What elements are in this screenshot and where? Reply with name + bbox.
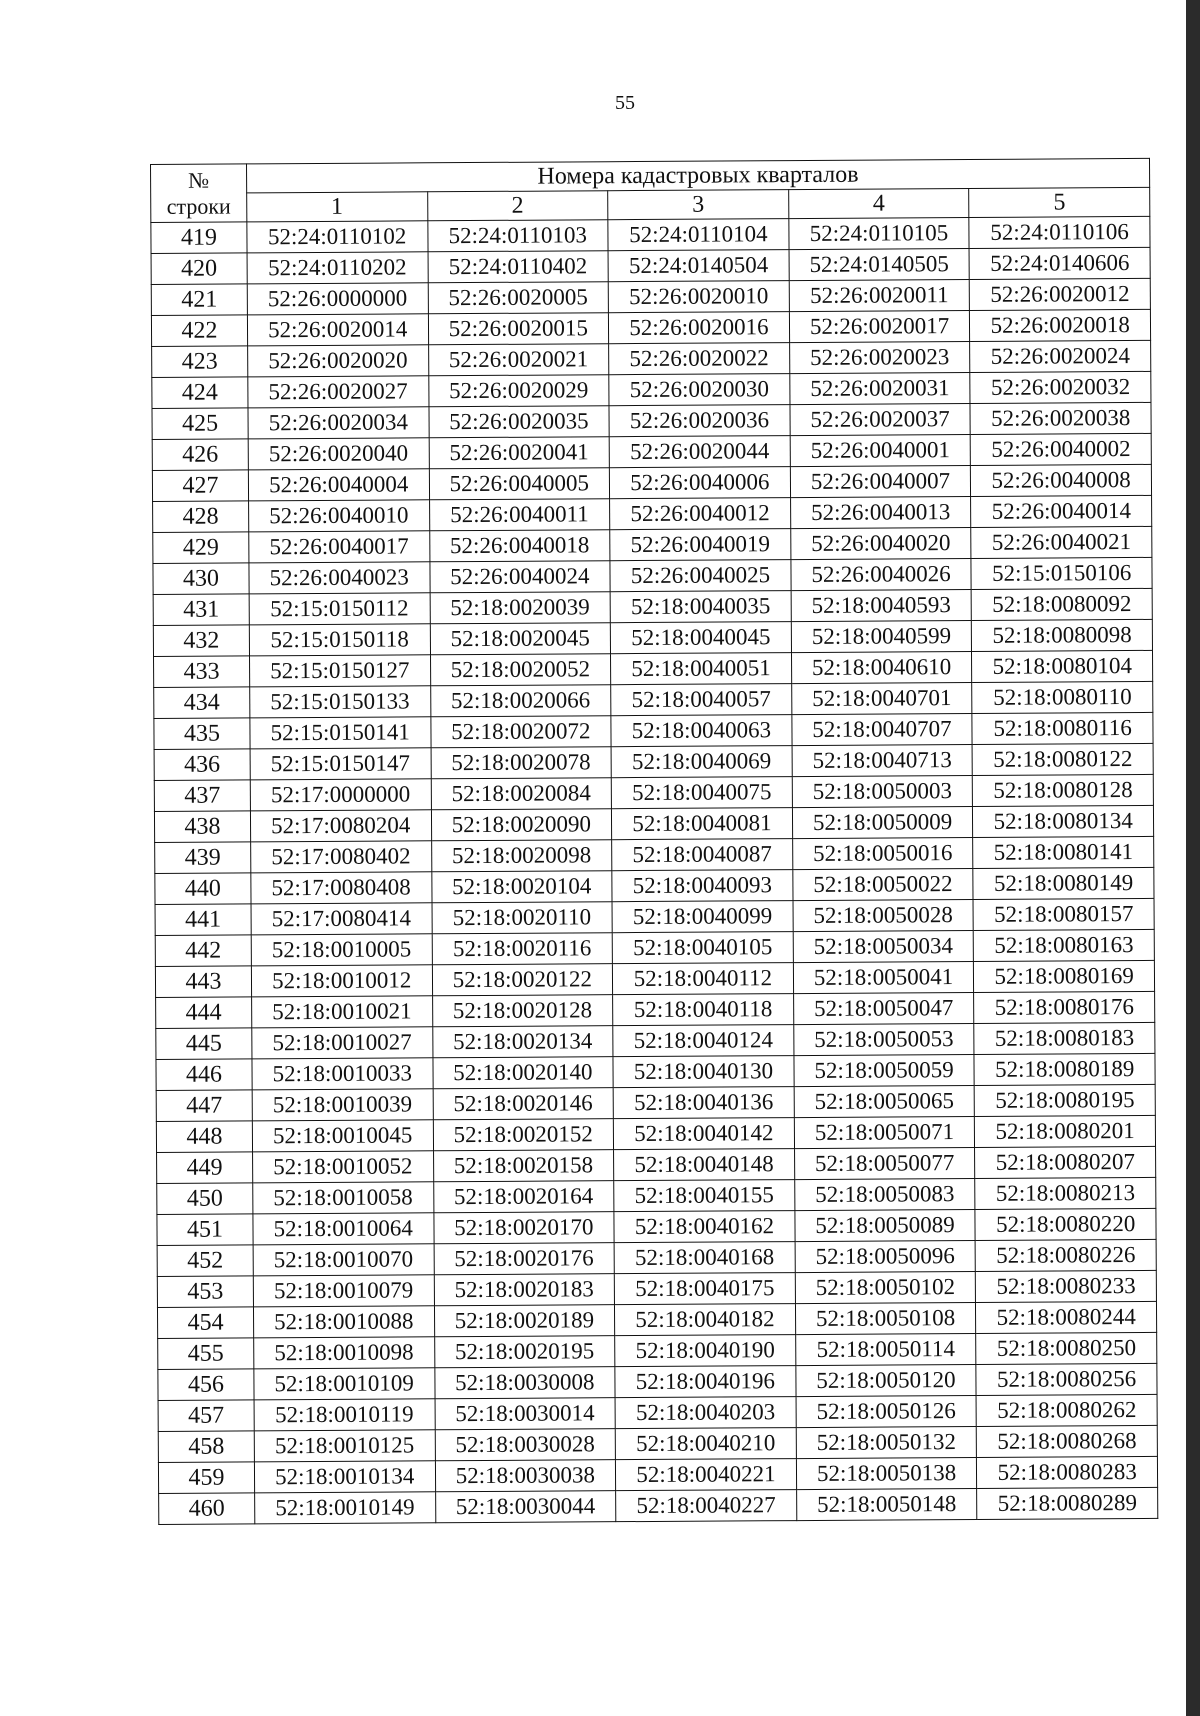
cadastral-number-cell: 52:18:0080226 xyxy=(975,1239,1156,1271)
row-number-cell: 443 xyxy=(155,966,251,998)
page-number: 55 xyxy=(615,92,635,114)
cadastral-number-cell: 52:18:0080244 xyxy=(976,1301,1157,1333)
cadastral-number-cell: 52:26:0020015 xyxy=(428,313,609,345)
cadastral-number-cell: 52:18:0010079 xyxy=(253,1275,434,1307)
cadastral-number-cell: 52:26:0020005 xyxy=(428,282,609,314)
cadastral-number-cell: 52:26:0040004 xyxy=(248,469,429,501)
cadastral-number-cell: 52:18:0050016 xyxy=(792,837,973,869)
cadastral-number-cell: 52:18:0080256 xyxy=(976,1363,1157,1395)
row-number-cell: 423 xyxy=(152,346,248,378)
cadastral-number-cell: 52:15:0150147 xyxy=(250,748,431,780)
scan-edge xyxy=(1186,0,1200,1716)
cadastral-number-cell: 52:18:0040112 xyxy=(613,963,794,995)
cadastral-number-cell: 52:18:0080207 xyxy=(975,1146,1156,1178)
cadastral-number-cell: 52:18:0050077 xyxy=(794,1147,975,1179)
cadastral-number-cell: 52:26:0020011 xyxy=(789,279,970,311)
row-number-cell: 452 xyxy=(157,1245,253,1277)
cadastral-number-cell: 52:26:0020036 xyxy=(609,405,790,437)
cadastral-number-cell: 52:18:0040130 xyxy=(613,1056,794,1088)
cadastral-number-cell: 52:18:0030014 xyxy=(435,1398,616,1430)
cadastral-number-cell: 52:18:0040593 xyxy=(791,589,972,621)
cadastral-number-cell: 52:18:0050102 xyxy=(795,1271,976,1303)
cadastral-number-cell: 52:26:0020010 xyxy=(608,281,789,313)
cadastral-number-cell: 52:18:0040057 xyxy=(611,684,792,716)
row-number-cell: 447 xyxy=(156,1090,252,1122)
row-number-cell: 425 xyxy=(152,408,248,440)
cadastral-number-cell: 52:18:0020078 xyxy=(431,747,612,779)
cadastral-number-cell: 52:26:0020044 xyxy=(609,436,790,468)
cadastral-number-cell: 52:18:0040713 xyxy=(792,744,973,776)
column-header-4: 4 xyxy=(788,188,969,218)
cadastral-number-cell: 52:18:0040175 xyxy=(614,1273,795,1305)
row-number-cell: 455 xyxy=(158,1338,254,1370)
cadastral-number-cell: 52:26:0020022 xyxy=(609,343,790,375)
row-number-cell: 450 xyxy=(157,1183,253,1215)
cadastral-number-cell: 52:18:0010058 xyxy=(253,1182,434,1214)
cadastral-number-cell: 52:18:0040610 xyxy=(791,651,972,683)
cadastral-number-cell: 52:18:0010064 xyxy=(253,1213,434,1245)
cadastral-number-cell: 52:24:0110103 xyxy=(427,220,608,252)
cadastral-number-cell: 52:17:0000000 xyxy=(250,779,431,811)
cadastral-number-cell: 52:24:0110105 xyxy=(789,217,970,249)
cadastral-number-cell: 52:18:0010098 xyxy=(254,1337,435,1369)
table-header xyxy=(151,158,1150,222)
cadastral-number-cell: 52:18:0040196 xyxy=(615,1366,796,1398)
row-number-header-top: № xyxy=(187,167,210,193)
cadastral-number-cell: 52:26:0040024 xyxy=(429,561,610,593)
cadastral-number-cell: 52:26:0020021 xyxy=(428,344,609,376)
cadastral-number-cell: 52:24:0110402 xyxy=(428,251,609,283)
cadastral-number-cell: 52:18:0020066 xyxy=(430,685,611,717)
cadastral-number-cell: 52:18:0050065 xyxy=(794,1085,975,1117)
cadastral-number-cell: 52:26:0040002 xyxy=(971,433,1152,465)
row-number-cell: 453 xyxy=(157,1276,253,1308)
cadastral-number-cell: 52:26:0020020 xyxy=(248,345,429,377)
cadastral-number-cell: 52:18:0040707 xyxy=(792,713,973,745)
cadastral-number-cell: 52:18:0020084 xyxy=(431,778,612,810)
row-number-cell: 436 xyxy=(154,749,250,781)
cadastral-number-cell: 52:18:0020140 xyxy=(432,1057,613,1089)
cadastral-number-cell: 52:18:0040075 xyxy=(611,777,792,809)
row-number-cell: 420 xyxy=(151,253,247,285)
cadastral-number-cell: 52:18:0020052 xyxy=(430,654,611,686)
cadastral-number-cell: 52:15:0150141 xyxy=(250,717,431,749)
cadastral-number-cell: 52:18:0020158 xyxy=(433,1150,614,1182)
cadastral-number-cell: 52:18:0020039 xyxy=(430,592,611,624)
cadastral-number-cell: 52:18:0040063 xyxy=(611,715,792,747)
row-number-cell: 456 xyxy=(158,1369,254,1401)
cadastral-number-cell: 52:18:0020152 xyxy=(433,1119,614,1151)
row-number-cell: 460 xyxy=(159,1493,255,1525)
cadastral-number-cell: 52:18:0010012 xyxy=(251,965,432,997)
cadastral-number-cell: 52:18:0020072 xyxy=(430,716,611,748)
cadastral-number-cell: 52:18:0050148 xyxy=(796,1488,977,1520)
cadastral-number-cell: 52:18:0010045 xyxy=(252,1120,433,1152)
row-number-cell: 421 xyxy=(151,284,247,316)
cadastral-number-cell: 52:24:0110102 xyxy=(247,221,428,253)
cadastral-number-cell: 52:18:0080233 xyxy=(976,1270,1157,1302)
row-number-cell: 428 xyxy=(153,501,249,533)
row-number-cell: 459 xyxy=(158,1462,254,1494)
cadastral-number-cell: 52:18:0040168 xyxy=(614,1242,795,1274)
cadastral-number-cell: 52:26:0020027 xyxy=(248,376,429,408)
cadastral-number-cell: 52:18:0040093 xyxy=(612,870,793,902)
cadastral-number-cell: 52:18:0080220 xyxy=(975,1208,1156,1240)
row-number-cell: 445 xyxy=(156,1028,252,1060)
cadastral-number-cell: 52:18:0050022 xyxy=(793,868,974,900)
cadastral-number-cell: 52:18:0050053 xyxy=(794,1023,975,1055)
cadastral-number-cell: 52:18:0020098 xyxy=(431,840,612,872)
row-number-cell: 433 xyxy=(154,656,250,688)
cadastral-number-cell: 52:18:0040081 xyxy=(612,808,793,840)
cadastral-number-cell: 52:18:0030044 xyxy=(435,1491,616,1523)
cadastral-number-cell: 52:18:0040210 xyxy=(615,1428,796,1460)
cadastral-number-cell: 52:17:0080414 xyxy=(251,903,432,935)
cadastral-number-cell: 52:18:0050009 xyxy=(792,806,973,838)
cadastral-number-cell: 52:26:0000000 xyxy=(247,283,428,315)
row-number-cell: 419 xyxy=(151,222,247,254)
cadastral-number-cell: 52:18:0050059 xyxy=(794,1054,975,1086)
cadastral-number-cell: 52:18:0040069 xyxy=(611,746,792,778)
cadastral-number-cell: 52:18:0020189 xyxy=(434,1305,615,1337)
cadastral-number-cell: 52:26:0040020 xyxy=(790,527,971,559)
cadastral-number-cell: 52:26:0040023 xyxy=(249,562,430,594)
cadastral-number-cell: 52:15:0150106 xyxy=(971,557,1152,589)
cadastral-number-cell: 52:18:0040599 xyxy=(791,620,972,652)
cadastral-number-cell: 52:18:0040124 xyxy=(613,1025,794,1057)
cadastral-number-cell: 52:18:0020128 xyxy=(432,995,613,1027)
cadastral-number-cell: 52:18:0040035 xyxy=(610,591,791,623)
cadastral-number-cell: 52:18:0040087 xyxy=(612,839,793,871)
cadastral-number-cell: 52:18:0020176 xyxy=(434,1243,615,1275)
cadastral-number-cell: 52:18:0020183 xyxy=(434,1274,615,1306)
row-number-header-bottom: строки xyxy=(166,193,231,219)
cadastral-number-cell: 52:26:0040025 xyxy=(610,560,791,592)
cadastral-number-cell: 52:18:0040182 xyxy=(615,1304,796,1336)
cadastral-number-cell: 52:18:0010039 xyxy=(252,1089,433,1121)
cadastral-number-cell: 52:18:0010149 xyxy=(255,1492,436,1524)
cadastral-number-cell: 52:18:0050089 xyxy=(795,1209,976,1241)
cadastral-number-cell: 52:18:0050096 xyxy=(795,1240,976,1272)
cadastral-number-cell: 52:18:0010134 xyxy=(254,1461,435,1493)
cadastral-number-cell: 52:18:0080110 xyxy=(972,681,1153,713)
cadastral-number-cell: 52:18:0020110 xyxy=(432,902,613,934)
cadastral-number-cell: 52:18:0050114 xyxy=(795,1333,976,1365)
row-number-header xyxy=(151,164,247,223)
table-body xyxy=(151,216,1158,1524)
cadastral-number-cell: 52:26:0040021 xyxy=(971,526,1152,558)
cadastral-number-cell: 52:26:0020030 xyxy=(609,374,790,406)
row-number-cell: 448 xyxy=(156,1121,252,1153)
cadastral-number-cell: 52:18:0040105 xyxy=(612,932,793,964)
cadastral-number-cell: 52:18:0080289 xyxy=(977,1487,1158,1519)
cadastral-number-cell: 52:26:0020040 xyxy=(248,438,429,470)
cadastral-number-cell: 52:18:0050071 xyxy=(794,1116,975,1148)
row-number-cell: 424 xyxy=(152,377,248,409)
cadastral-number-cell: 52:18:0020164 xyxy=(433,1181,614,1213)
cadastral-number-cell: 52:18:0010125 xyxy=(254,1430,435,1462)
row-number-cell: 439 xyxy=(155,842,251,874)
cadastral-number-cell: 52:18:0080134 xyxy=(973,805,1154,837)
cadastral-number-cell: 52:26:0020012 xyxy=(970,278,1151,310)
cadastral-number-cell: 52:18:0040118 xyxy=(613,994,794,1026)
row-number-cell: 437 xyxy=(154,780,250,812)
cadastral-number-cell: 52:18:0080250 xyxy=(976,1332,1157,1364)
cadastral-number-cell: 52:18:0080116 xyxy=(972,712,1153,744)
cadastral-number-cell: 52:26:0020032 xyxy=(970,371,1151,403)
cadastral-number-cell: 52:18:0040051 xyxy=(611,653,792,685)
cadastral-number-cell: 52:18:0040203 xyxy=(615,1397,796,1429)
cadastral-number-cell: 52:26:0040012 xyxy=(610,498,791,530)
cadastral-number-cell: 52:18:0050034 xyxy=(793,930,974,962)
cadastral-number-cell: 52:18:0050132 xyxy=(796,1426,977,1458)
cadastral-number-cell: 52:18:0010119 xyxy=(254,1399,435,1431)
cadastral-number-cell: 52:18:0050083 xyxy=(794,1178,975,1210)
cadastral-number-cell: 52:18:0020045 xyxy=(430,623,611,655)
cadastral-number-cell: 52:18:0040190 xyxy=(615,1335,796,1367)
cadastral-number-cell: 52:18:0080157 xyxy=(973,898,1154,930)
cadastral-number-cell: 52:15:0150112 xyxy=(249,593,430,625)
cadastral-number-cell: 52:18:0080189 xyxy=(974,1053,1155,1085)
row-number-cell: 458 xyxy=(158,1431,254,1463)
cadastral-number-cell: 52:18:0080104 xyxy=(972,650,1153,682)
cadastral-number-cell: 52:18:0080183 xyxy=(974,1022,1155,1054)
cadastral-number-cell: 52:26:0040010 xyxy=(248,500,429,532)
cadastral-number-cell: 52:18:0030008 xyxy=(434,1367,615,1399)
cadastral-number-cell: 52:18:0050108 xyxy=(795,1302,976,1334)
cadastral-number-cell: 52:26:0040005 xyxy=(429,468,610,500)
cadastral-number-cell: 52:26:0020023 xyxy=(789,341,970,373)
cadastral-number-cell: 52:26:0040026 xyxy=(791,558,972,590)
cadastral-number-cell: 52:18:0020116 xyxy=(432,933,613,965)
cadastral-number-cell: 52:18:0050126 xyxy=(796,1395,977,1427)
row-number-cell: 431 xyxy=(153,594,249,626)
cadastral-number-cell: 52:26:0040019 xyxy=(610,529,791,561)
cadastral-number-cell: 52:18:0080092 xyxy=(971,588,1152,620)
cadastral-number-cell: 52:26:0020024 xyxy=(970,340,1151,372)
row-number-cell: 442 xyxy=(155,935,251,967)
cadastral-number-cell: 52:18:0020090 xyxy=(431,809,612,841)
cadastral-number-cell: 52:18:0020122 xyxy=(432,964,613,996)
cadastral-number-cell: 52:18:0010070 xyxy=(253,1244,434,1276)
cadastral-number-cell: 52:24:0110106 xyxy=(969,216,1150,248)
cadastral-number-cell: 52:15:0150127 xyxy=(249,655,430,687)
row-number-cell: 446 xyxy=(156,1059,252,1091)
row-number-cell: 429 xyxy=(153,532,249,564)
cadastral-number-cell: 52:26:0020041 xyxy=(429,437,610,469)
cadastral-number-cell: 52:24:0140504 xyxy=(608,250,789,282)
table-row xyxy=(159,1487,1158,1524)
cadastral-number-cell: 52:18:0080201 xyxy=(975,1115,1156,1147)
group-header: Номера кадастровых кварталов xyxy=(246,158,1149,193)
row-number-cell: 427 xyxy=(152,470,248,502)
cadastral-number-cell: 52:26:0040001 xyxy=(790,434,971,466)
cadastral-table xyxy=(150,158,1158,1525)
cadastral-number-cell: 52:24:0110104 xyxy=(608,219,789,251)
cadastral-number-cell: 52:26:0040014 xyxy=(971,495,1152,527)
cadastral-number-cell: 52:18:0010033 xyxy=(252,1058,433,1090)
cadastral-number-cell: 52:18:0080283 xyxy=(977,1456,1158,1488)
cadastral-number-cell: 52:18:0030038 xyxy=(435,1460,616,1492)
cadastral-number-cell: 52:24:0110202 xyxy=(247,252,428,284)
cadastral-number-cell: 52:26:0040011 xyxy=(429,499,610,531)
column-header-2: 2 xyxy=(427,191,608,221)
cadastral-number-cell: 52:18:0050138 xyxy=(796,1457,977,1489)
cadastral-number-cell: 52:18:0080268 xyxy=(977,1425,1158,1457)
row-number-cell: 441 xyxy=(155,904,251,936)
cadastral-number-cell: 52:18:0050003 xyxy=(792,775,973,807)
cadastral-number-cell: 52:18:0040162 xyxy=(614,1211,795,1243)
row-number-cell: 451 xyxy=(157,1214,253,1246)
cadastral-number-cell: 52:18:0020170 xyxy=(433,1212,614,1244)
cadastral-number-cell: 52:26:0040008 xyxy=(971,464,1152,496)
cadastral-number-cell: 52:18:0040221 xyxy=(616,1459,797,1491)
row-number-cell: 435 xyxy=(154,718,250,750)
cadastral-number-cell: 52:26:0020014 xyxy=(247,314,428,346)
cadastral-number-cell: 52:15:0150133 xyxy=(250,686,431,718)
cadastral-number-cell: 52:18:0020195 xyxy=(434,1336,615,1368)
column-header-5: 5 xyxy=(969,187,1150,217)
row-number-cell: 432 xyxy=(153,625,249,657)
row-number-cell: 454 xyxy=(157,1307,253,1339)
cadastral-number-cell: 52:17:0080204 xyxy=(250,810,431,842)
cadastral-number-cell: 52:18:0080128 xyxy=(973,774,1154,806)
cadastral-number-cell: 52:18:0080169 xyxy=(974,960,1155,992)
column-header-3: 3 xyxy=(608,190,789,220)
cadastral-number-cell: 52:18:0080262 xyxy=(976,1394,1157,1426)
cadastral-number-cell: 52:18:0080141 xyxy=(973,836,1154,868)
cadastral-number-cell: 52:26:0020018 xyxy=(970,309,1151,341)
row-number-cell: 449 xyxy=(157,1152,253,1184)
cadastral-number-cell: 52:26:0020029 xyxy=(428,375,609,407)
row-number-cell: 430 xyxy=(153,563,249,595)
cadastral-number-cell: 52:26:0020031 xyxy=(790,372,971,404)
cadastral-number-cell: 52:18:0040045 xyxy=(610,622,791,654)
cadastral-number-cell: 52:18:0080195 xyxy=(974,1084,1155,1116)
cadastral-number-cell: 52:17:0080408 xyxy=(251,872,432,904)
cadastral-number-cell: 52:18:0020104 xyxy=(431,871,612,903)
cadastral-number-cell: 52:18:0080149 xyxy=(973,867,1154,899)
cadastral-number-cell: 52:26:0040017 xyxy=(249,531,430,563)
cadastral-number-cell: 52:18:0040136 xyxy=(613,1087,794,1119)
cadastral-number-cell: 52:24:0140505 xyxy=(789,248,970,280)
cadastral-number-cell: 52:18:0080098 xyxy=(972,619,1153,651)
column-header-1: 1 xyxy=(247,192,428,222)
cadastral-number-cell: 52:18:0040227 xyxy=(616,1490,797,1522)
cadastral-number-cell: 52:18:0050041 xyxy=(793,961,974,993)
cadastral-number-cell: 52:18:0050028 xyxy=(793,899,974,931)
row-number-cell: 434 xyxy=(154,687,250,719)
cadastral-number-cell: 52:26:0040018 xyxy=(429,530,610,562)
cadastral-number-cell: 52:26:0020035 xyxy=(429,406,610,438)
cadastral-number-cell: 52:18:0020134 xyxy=(432,1026,613,1058)
cadastral-number-cell: 52:18:0010088 xyxy=(253,1306,434,1338)
cadastral-number-cell: 52:24:0140606 xyxy=(969,247,1150,279)
cadastral-number-cell: 52:18:0010052 xyxy=(252,1151,433,1183)
cadastral-number-cell: 52:18:0040099 xyxy=(612,901,793,933)
cadastral-number-cell: 52:18:0080176 xyxy=(974,991,1155,1023)
cadastral-number-cell: 52:18:0010021 xyxy=(251,996,432,1028)
cadastral-number-cell: 52:18:0080163 xyxy=(974,929,1155,961)
cadastral-number-cell: 52:18:0080122 xyxy=(972,743,1153,775)
cadastral-number-cell: 52:26:0020037 xyxy=(790,403,971,435)
cadastral-number-cell: 52:17:0080402 xyxy=(251,841,432,873)
cadastral-number-cell: 52:18:0040142 xyxy=(613,1118,794,1150)
cadastral-number-cell: 52:18:0040155 xyxy=(614,1180,795,1212)
cadastral-number-cell: 52:18:0040701 xyxy=(791,682,972,714)
cadastral-number-cell: 52:15:0150118 xyxy=(249,624,430,656)
cadastral-number-cell: 52:18:0030028 xyxy=(435,1429,616,1461)
row-number-cell: 422 xyxy=(151,315,247,347)
cadastral-number-cell: 52:26:0040006 xyxy=(609,467,790,499)
cadastral-number-cell: 52:26:0020038 xyxy=(970,402,1151,434)
row-number-cell: 438 xyxy=(154,811,250,843)
cadastral-number-cell: 52:26:0020034 xyxy=(248,407,429,439)
cadastral-number-cell: 52:26:0020017 xyxy=(789,310,970,342)
cadastral-number-cell: 52:18:0050047 xyxy=(793,992,974,1024)
cadastral-number-cell: 52:18:0010005 xyxy=(251,934,432,966)
cadastral-number-cell: 52:18:0050120 xyxy=(796,1364,977,1396)
cadastral-number-cell: 52:18:0040148 xyxy=(614,1149,795,1181)
cadastral-number-cell: 52:18:0020146 xyxy=(433,1088,614,1120)
cadastral-number-cell: 52:26:0040007 xyxy=(790,465,971,497)
cadastral-number-cell: 52:26:0020016 xyxy=(609,312,790,344)
cadastral-number-cell: 52:26:0040013 xyxy=(790,496,971,528)
row-number-cell: 426 xyxy=(152,439,248,471)
cadastral-number-cell: 52:18:0080213 xyxy=(975,1177,1156,1209)
cadastral-number-cell: 52:18:0010027 xyxy=(252,1027,433,1059)
cadastral-number-cell: 52:18:0010109 xyxy=(254,1368,435,1400)
row-number-cell: 457 xyxy=(158,1400,254,1432)
row-number-cell: 440 xyxy=(155,873,251,905)
row-number-cell: 444 xyxy=(156,997,252,1029)
